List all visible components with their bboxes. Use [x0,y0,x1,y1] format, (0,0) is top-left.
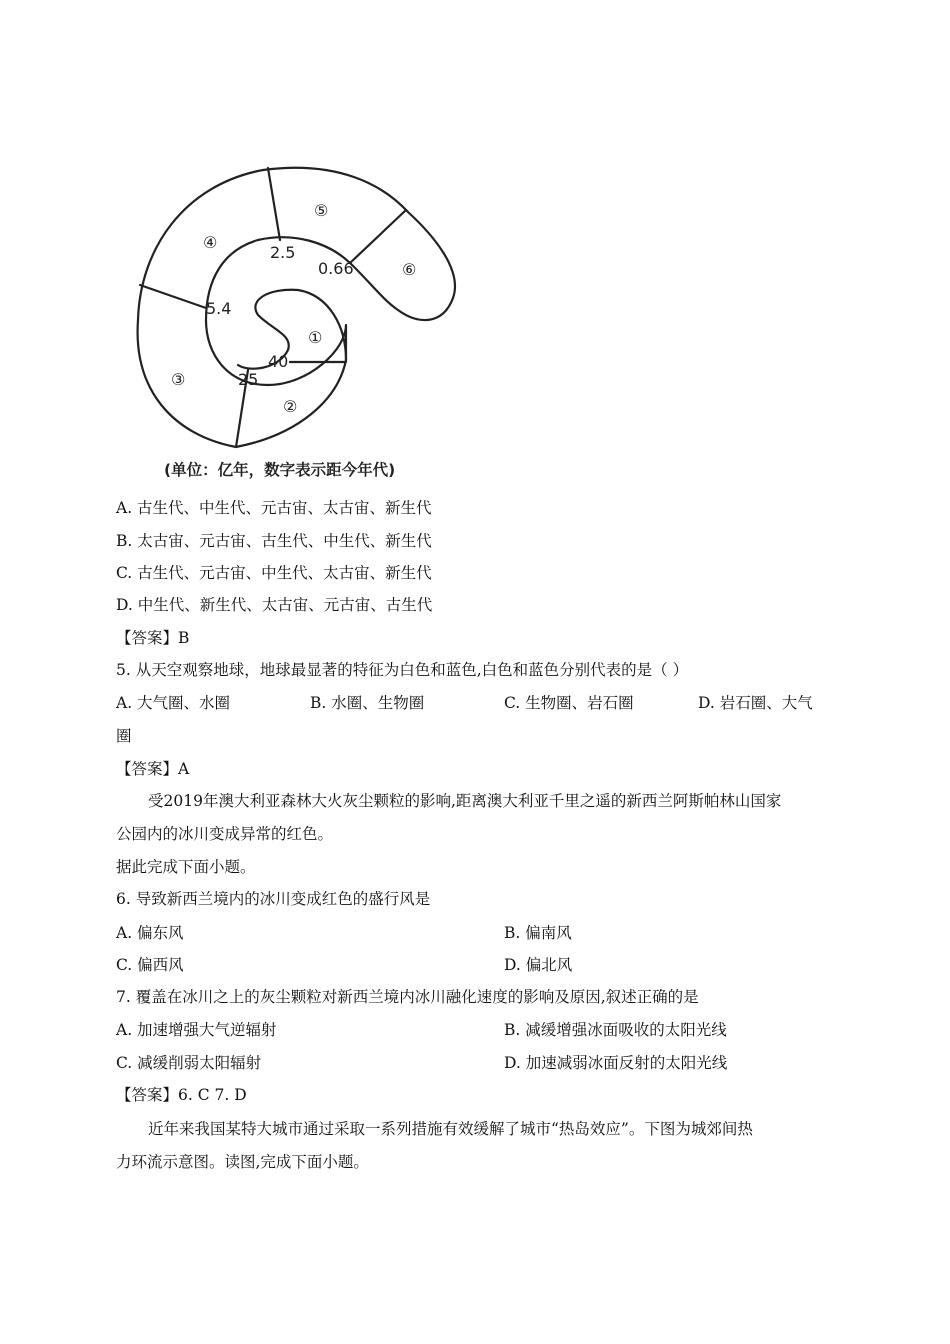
q7-option-c: C. 减缓削弱太阳辐射 [116,1054,262,1072]
passage-line-3: 据此完成下面小题。 [116,858,256,876]
q5-option-c: C. 生物圈、岩石圈 [504,694,634,712]
passage2-line-1: 近年来我国某特大城市通过采取一系列措施有效缓解了城市“热岛效应”。下图为城郊间热 [148,1120,753,1138]
label-region-4: ④ [203,233,218,252]
divider-3 [140,285,206,308]
q7-option-a: A. 加速增强大气逆辐射 [116,1021,277,1039]
diagram-caption: (单位：亿年，数字表示距今年代) [164,461,396,479]
geologic-spiral-diagram [128,160,468,450]
label-2-5: 2.5 [270,243,296,262]
q5-stem: 5. 从天空观察地球，地球最显著的特征为白色和蓝色,白色和蓝色分别代表的是（ ） [116,661,689,679]
passage-line-1: 受2019年澳大利亚森林大火灰尘颗粒的影响,距离澳大利亚千里之遥的新西兰阿斯帕林山国家 [148,792,782,810]
q5-option-d: D. 岩石圈、大气 [698,694,813,712]
q7-stem: 7. 覆盖在冰川之上的灰尘颗粒对新西兰境内冰川融化速度的影响及原因,叙述正确的是 [116,988,699,1006]
label-40: 40 [268,352,289,371]
q7-option-b: B. 减缓增强冰面吸收的太阳光线 [504,1021,727,1039]
q6-stem: 6. 导致新西兰境内的冰川变成红色的盛行风是 [116,890,431,908]
q5-option-a: A. 大气圈、水圈 [116,694,231,712]
q5-option-b: B. 水圈、生物圈 [310,694,425,712]
q4-option-d: D. 中生代、新生代、太古宙、元古宙、古生代 [116,596,433,614]
label-0-66: 0.66 [318,259,354,278]
q4-option-c: C. 古生代、元古宙、中生代、太古宙、新生代 [116,564,432,582]
label-region-3: ③ [171,370,186,389]
label-25: 25 [238,370,259,389]
q7-option-d: D. 加速减弱冰面反射的太阳光线 [504,1054,728,1072]
q5-option-d-wrap: 圈 [116,727,132,745]
q5-answer: 【答案】A [116,760,190,778]
divider-5 [350,210,406,263]
label-region-1: ① [308,328,323,347]
q6-option-d: D. 偏北风 [504,956,573,974]
q6-q7-answer: 【答案】6. C 7. D [116,1086,247,1104]
q4-option-b: B. 太古宙、元古宙、古生代、中生代、新生代 [116,532,432,550]
q4-option-a: A. 古生代、中生代、元古宙、太古宙、新生代 [116,499,432,517]
label-region-5: ⑤ [314,201,329,220]
label-5-4: 5.4 [206,299,232,318]
label-region-2: ② [283,397,298,416]
label-region-6: ⑥ [402,260,417,279]
passage-line-2: 公园内的冰川变成异常的红色。 [116,825,334,843]
q6-option-c: C. 偏西风 [116,956,184,974]
q4-answer: 【答案】B [116,629,190,647]
q6-option-b: B. 偏南风 [504,924,572,942]
passage2-line-2: 力环流示意图。读图,完成下面小题。 [116,1153,369,1171]
q6-option-a: A. 偏东风 [116,924,184,942]
divider-4 [268,168,280,240]
